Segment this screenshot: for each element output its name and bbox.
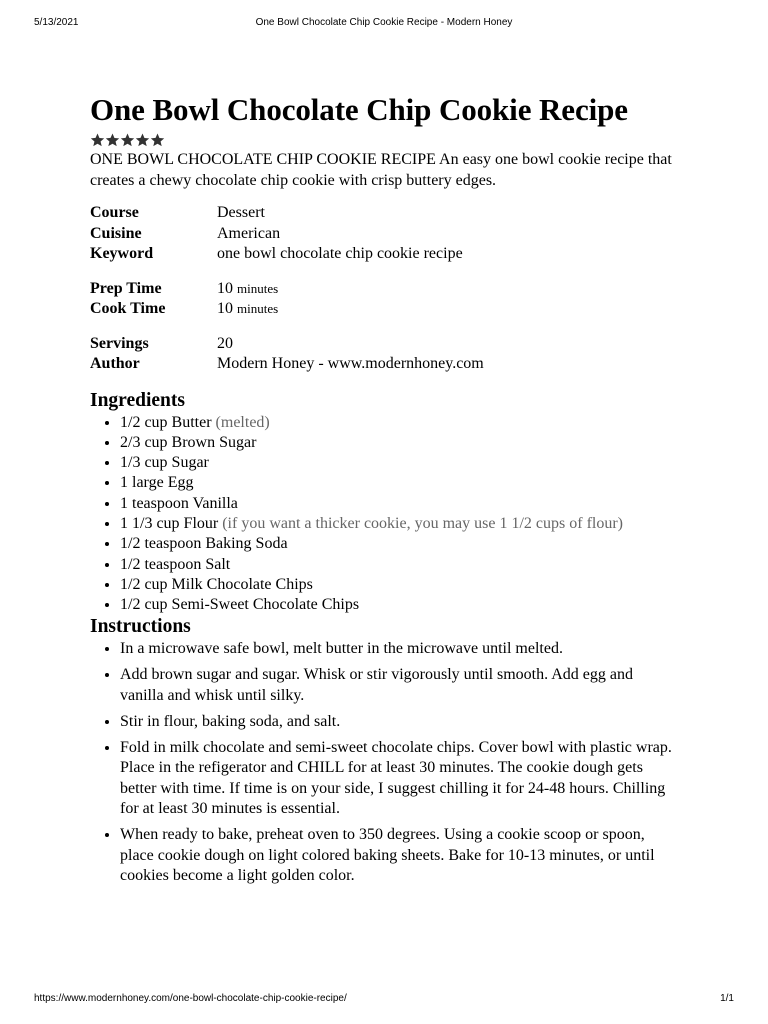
ingredient-item bbox=[120, 575, 690, 595]
ingredient-item bbox=[120, 534, 690, 554]
star-icon bbox=[150, 132, 165, 148]
meta-row-cuisine bbox=[90, 224, 690, 245]
ingredient-item bbox=[120, 595, 690, 615]
print-footer bbox=[34, 993, 734, 1007]
ingredient-note: (melted) bbox=[215, 413, 270, 431]
print-document-title: One Bowl Chocolate Chip Cookie Recipe - Modern Honey bbox=[255, 17, 513, 28]
recipe-meta bbox=[90, 203, 690, 375]
meta-row-author bbox=[90, 354, 690, 375]
star-icon bbox=[90, 132, 105, 148]
instruction-step: • Add brown sugar and sugar. Whisk or stir vigorously until smooth. Add egg and vanilla and whisk until silky. bbox=[120, 665, 675, 706]
prep-time-value bbox=[217, 279, 690, 300]
ingredient-item bbox=[120, 494, 690, 514]
recipe-card bbox=[90, 90, 690, 892]
cook-time-label: Cook Time bbox=[90, 300, 166, 317]
star-icon bbox=[105, 132, 120, 148]
ingredient-item bbox=[120, 413, 690, 433]
meta-row-cook-time bbox=[90, 299, 690, 320]
ingredient-text: 1/2 teaspoon Baking Soda bbox=[120, 535, 288, 553]
instruction-step: • Fold in milk chocolate and semi-sweet chocolate chips. Cover bowl with plastic wrap. Place in the refigerator and CHILL for at least 30 minutes. The cookie dough gets better with time. If time is on your side, I suggest chilling it for 24-48 hours. Chilling for at least 30 minutes is essential. bbox=[120, 738, 675, 820]
rating-stars bbox=[90, 132, 690, 150]
ingredient-text: 1/2 cup Butter bbox=[120, 413, 212, 431]
servings-label: Servings bbox=[90, 334, 149, 352]
keyword-label: Keyword bbox=[90, 245, 154, 262]
print-date: 5/13/2021 bbox=[34, 17, 79, 28]
recipe-title: One Bowl Chocolate Chip Cookie Recipe bbox=[90, 92, 628, 127]
prep-time-unit: minutes bbox=[237, 280, 279, 296]
ingredient-text: 1/2 teaspoon Salt bbox=[120, 555, 231, 573]
ingredient-item bbox=[120, 433, 690, 453]
ingredient-list bbox=[90, 413, 690, 616]
cook-time-unit: minutes bbox=[237, 301, 279, 316]
cook-time-value bbox=[217, 299, 690, 320]
instructions-heading: Instructions bbox=[90, 616, 191, 638]
ingredient-text: 1/3 cup Sugar bbox=[120, 454, 209, 472]
recipe-summary: ONE BOWL CHOCOLATE CHIP COOKIE RECIPE An easy one bowl cookie recipe that creates a chewy chocolate chip cookie with crisp buttery edges. bbox=[90, 151, 672, 189]
ingredient-item bbox=[120, 473, 690, 493]
course-value: Dessert bbox=[217, 204, 265, 221]
instruction-step: • In a microwave safe bowl, melt butter in the microwave until melted. bbox=[120, 639, 675, 660]
ingredient-note: (if you want a thicker cookie, you may use 1 1/2 cups of flour) bbox=[222, 514, 623, 532]
meta-row-keyword bbox=[90, 244, 690, 265]
print-header bbox=[34, 17, 734, 31]
ingredient-text: 1/2 cup Milk Chocolate Chips bbox=[120, 575, 313, 593]
cook-time-number: 10 bbox=[217, 300, 233, 317]
ingredients-heading: Ingredients bbox=[90, 389, 185, 411]
page-url: https://www.modernhoney.com/one-bowl-chocolate-chip-cookie-recipe/ bbox=[34, 993, 347, 1004]
author-label: Author bbox=[90, 355, 140, 372]
star-icon bbox=[135, 132, 150, 148]
meta-group-servings bbox=[90, 334, 690, 375]
instruction-list bbox=[90, 639, 675, 887]
cuisine-value: American bbox=[217, 224, 281, 242]
ingredient-text: 1/2 cup Semi-Sweet Chocolate Chips bbox=[120, 596, 360, 614]
ingredient-item bbox=[120, 555, 690, 575]
meta-row-prep-time bbox=[90, 279, 690, 300]
instruction-step: • When ready to bake, preheat oven to 350 degrees. Using a cookie scoop or spoon, place cookie dough on light colored baking sheets. Bake for 10-13 minutes, or until cookies become a light golden color. bbox=[120, 825, 675, 887]
ingredient-item bbox=[120, 453, 690, 473]
ingredient-text: 1 1/3 cup Flour bbox=[120, 514, 219, 532]
author-value: Modern Honey - www.modernhoney.com bbox=[217, 355, 484, 372]
instruction-step: • Stir in flour, baking soda, and salt. bbox=[120, 712, 675, 733]
servings-value: 20 bbox=[217, 334, 233, 352]
meta-group-classification bbox=[90, 203, 690, 265]
page-number: 1/1 bbox=[720, 993, 734, 1004]
course-label: Course bbox=[90, 204, 139, 221]
ingredient-text: 2/3 cup Brown Sugar bbox=[120, 433, 257, 451]
ingredient-text: 1 large Egg bbox=[120, 474, 194, 492]
star-icon bbox=[120, 132, 135, 148]
prep-time-number: 10 bbox=[217, 279, 233, 297]
prep-time-label: Prep Time bbox=[90, 279, 162, 297]
meta-group-times bbox=[90, 279, 690, 320]
keyword-value: one bowl chocolate chip cookie recipe bbox=[217, 245, 463, 262]
meta-row-course bbox=[90, 203, 690, 224]
cuisine-label: Cuisine bbox=[90, 224, 142, 242]
meta-row-servings bbox=[90, 334, 690, 355]
ingredient-item bbox=[120, 514, 690, 534]
ingredient-text: 1 teaspoon Vanilla bbox=[120, 494, 238, 512]
